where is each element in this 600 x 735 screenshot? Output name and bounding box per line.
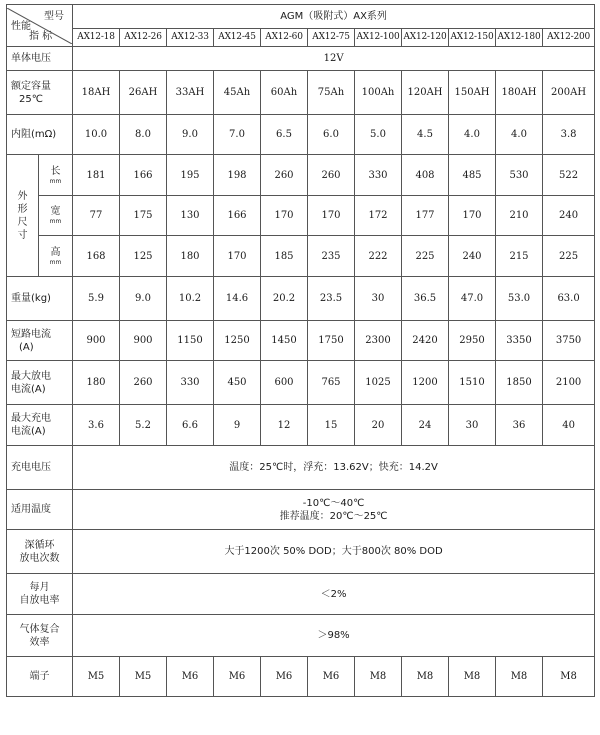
max-discharge-cell: 180 (73, 361, 120, 405)
max-discharge-cell: 2100 (543, 361, 595, 405)
model-cell: AX12-18 (73, 29, 120, 47)
terminal-cell: M8 (355, 657, 402, 697)
max-discharge-cell: 1850 (496, 361, 543, 405)
terminal-cell: M6 (167, 657, 214, 697)
max-discharge-cell: 330 (167, 361, 214, 405)
length-cell: 198 (214, 155, 261, 196)
row-label-temperature: 适用温度 (7, 490, 73, 530)
model-cell: AX12-45 (214, 29, 261, 47)
resistance-cell: 4.0 (496, 115, 543, 155)
terminal-cell: M8 (496, 657, 543, 697)
max-charge-cell: 36 (496, 405, 543, 446)
resistance-cell: 9.0 (167, 115, 214, 155)
row-label-capacity: 额定容量 25℃ (7, 71, 73, 115)
height-cell: 215 (496, 236, 543, 277)
row-max-discharge (7, 361, 595, 405)
max-charge-cell: 15 (308, 405, 355, 446)
resistance-cell: 6.0 (308, 115, 355, 155)
length-cell: 260 (308, 155, 355, 196)
short-circuit-cell: 2420 (402, 321, 449, 361)
row-charge-voltage (7, 446, 595, 490)
resistance-cell: 10.0 (73, 115, 120, 155)
model-cell: AX12-150 (449, 29, 496, 47)
row-label-max-discharge: 最大放电 电流(A) (7, 361, 73, 405)
length-cell: 330 (355, 155, 402, 196)
height-cell: 240 (449, 236, 496, 277)
capacity-cell: 75Ah (308, 71, 355, 115)
model-cell: AX12-75 (308, 29, 355, 47)
resistance-cell: 7.0 (214, 115, 261, 155)
height-cell: 180 (167, 236, 214, 277)
max-charge-cell: 40 (543, 405, 595, 446)
weight-cell: 63.0 (543, 277, 595, 321)
corner-label-model: 型号 (44, 10, 64, 22)
short-circuit-cell: 1450 (261, 321, 308, 361)
height-cell: 170 (214, 236, 261, 277)
height-cell: 225 (543, 236, 595, 277)
row-label-weight: 重量(kg) (7, 277, 73, 321)
row-label-terminal: 端子 (7, 657, 73, 697)
length-cell: 195 (167, 155, 214, 196)
max-charge-cell: 30 (449, 405, 496, 446)
width-cell: 170 (308, 196, 355, 236)
terminal-cell: M8 (449, 657, 496, 697)
row-label-max-charge: 最大充电 电流(A) (7, 405, 73, 446)
weight-cell: 14.6 (214, 277, 261, 321)
row-width (7, 196, 595, 236)
max-discharge-cell: 1510 (449, 361, 496, 405)
row-label-short-circuit: 短路电流 (A) (7, 321, 73, 361)
capacity-cell: 200AH (543, 71, 595, 115)
row-label-recombination: 气体复合 效率 (7, 615, 73, 657)
width-cell: 210 (496, 196, 543, 236)
weight-cell: 36.5 (402, 277, 449, 321)
row-max-charge (7, 405, 595, 446)
capacity-cell: 18AH (73, 71, 120, 115)
length-cell: 530 (496, 155, 543, 196)
row-label-voltage: 单体电压 (7, 47, 73, 71)
model-cell: AX12-26 (120, 29, 167, 47)
row-resistance (7, 115, 595, 155)
row-short-circuit (7, 321, 595, 361)
max-discharge-cell: 1200 (402, 361, 449, 405)
row-recombination (7, 615, 595, 657)
self-discharge-value: ＜2% (73, 574, 595, 615)
weight-cell: 23.5 (308, 277, 355, 321)
short-circuit-cell: 1750 (308, 321, 355, 361)
model-cell: AX12-120 (402, 29, 449, 47)
max-charge-cell: 12 (261, 405, 308, 446)
weight-cell: 5.9 (73, 277, 120, 321)
row-label-dimensions: 外 形 尺 寸 (7, 155, 39, 277)
width-cell: 177 (402, 196, 449, 236)
terminal-cell: M8 (543, 657, 595, 697)
short-circuit-cell: 2300 (355, 321, 402, 361)
capacity-cell: 45Ah (214, 71, 261, 115)
height-cell: 222 (355, 236, 402, 277)
terminal-cell: M6 (261, 657, 308, 697)
weight-cell: 53.0 (496, 277, 543, 321)
height-cell: 235 (308, 236, 355, 277)
row-temperature (7, 490, 595, 530)
max-charge-cell: 9 (214, 405, 261, 446)
weight-cell: 47.0 (449, 277, 496, 321)
length-cell: 260 (261, 155, 308, 196)
short-circuit-cell: 2950 (449, 321, 496, 361)
model-cell: AX12-180 (496, 29, 543, 47)
model-cell: AX12-60 (261, 29, 308, 47)
max-discharge-cell: 450 (214, 361, 261, 405)
width-cell: 166 (214, 196, 261, 236)
length-cell: 181 (73, 155, 120, 196)
weight-cell: 9.0 (120, 277, 167, 321)
row-height (7, 236, 595, 277)
height-cell: 125 (120, 236, 167, 277)
terminal-cell: M5 (73, 657, 120, 697)
row-label-self-discharge: 每月 自放电率 (7, 574, 73, 615)
row-self-discharge (7, 574, 595, 615)
resistance-cell: 3.8 (543, 115, 595, 155)
weight-cell: 20.2 (261, 277, 308, 321)
capacity-cell: 100Ah (355, 71, 402, 115)
corner-label-index: 指 标 (29, 30, 53, 42)
length-cell: 485 (449, 155, 496, 196)
resistance-cell: 4.0 (449, 115, 496, 155)
capacity-cell: 150AH (449, 71, 496, 115)
model-cell: AX12-33 (167, 29, 214, 47)
length-cell: 408 (402, 155, 449, 196)
terminal-cell: M6 (214, 657, 261, 697)
corner-label-performance: 性能 (11, 20, 31, 32)
model-cell: AX12-200 (543, 29, 595, 47)
recombination-value: ＞98% (73, 615, 595, 657)
model-cell: AX12-100 (355, 29, 402, 47)
width-cell: 175 (120, 196, 167, 236)
terminal-cell: M8 (402, 657, 449, 697)
battery-spec-table (6, 4, 595, 697)
max-charge-cell: 6.6 (167, 405, 214, 446)
width-cell: 170 (449, 196, 496, 236)
terminal-cell: M6 (308, 657, 355, 697)
charge-voltage-value: 温度：25℃时，浮充：13.62V；快充：14.2V (73, 446, 595, 490)
row-deep-cycle (7, 530, 595, 574)
height-cell: 225 (402, 236, 449, 277)
capacity-cell: 26AH (120, 71, 167, 115)
voltage-value: 12V (73, 47, 595, 71)
short-circuit-cell: 1150 (167, 321, 214, 361)
max-charge-cell: 5.2 (120, 405, 167, 446)
capacity-cell: 120AH (402, 71, 449, 115)
height-cell: 168 (73, 236, 120, 277)
row-label-deep-cycle: 深循环 放电次数 (7, 530, 73, 574)
header-row-series (7, 5, 595, 29)
short-circuit-cell: 900 (120, 321, 167, 361)
short-circuit-cell: 3750 (543, 321, 595, 361)
resistance-cell: 4.5 (402, 115, 449, 155)
weight-cell: 30 (355, 277, 402, 321)
row-label-height: 高 mm (39, 236, 73, 277)
height-cell: 185 (261, 236, 308, 277)
series-title: AGM（吸附式）AX系列 (73, 5, 595, 29)
header-row-models (7, 29, 595, 47)
width-cell: 77 (73, 196, 120, 236)
spec-table-container (6, 4, 594, 697)
row-weight (7, 277, 595, 321)
row-label-width: 宽 mm (39, 196, 73, 236)
temperature-value: -10℃～40℃ 推荐温度：20℃～25℃ (73, 490, 595, 530)
max-charge-cell: 24 (402, 405, 449, 446)
max-charge-cell: 3.6 (73, 405, 120, 446)
width-cell: 240 (543, 196, 595, 236)
row-length (7, 155, 595, 196)
capacity-cell: 60Ah (261, 71, 308, 115)
row-terminal (7, 657, 595, 697)
capacity-cell: 180AH (496, 71, 543, 115)
max-discharge-cell: 600 (261, 361, 308, 405)
short-circuit-cell: 1250 (214, 321, 261, 361)
width-cell: 130 (167, 196, 214, 236)
weight-cell: 10.2 (167, 277, 214, 321)
width-cell: 172 (355, 196, 402, 236)
resistance-cell: 8.0 (120, 115, 167, 155)
header-corner-cell (7, 5, 73, 47)
row-label-charge-voltage: 充电电压 (7, 446, 73, 490)
row-voltage (7, 47, 595, 71)
length-cell: 166 (120, 155, 167, 196)
max-charge-cell: 20 (355, 405, 402, 446)
row-capacity (7, 71, 595, 115)
max-discharge-cell: 260 (120, 361, 167, 405)
max-discharge-cell: 765 (308, 361, 355, 405)
resistance-cell: 5.0 (355, 115, 402, 155)
deep-cycle-value: 大于1200次 50% DOD；大于800次 80% DOD (73, 530, 595, 574)
resistance-cell: 6.5 (261, 115, 308, 155)
capacity-cell: 33AH (167, 71, 214, 115)
terminal-cell: M5 (120, 657, 167, 697)
max-discharge-cell: 1025 (355, 361, 402, 405)
width-cell: 170 (261, 196, 308, 236)
row-label-length: 长 mm (39, 155, 73, 196)
length-cell: 522 (543, 155, 595, 196)
short-circuit-cell: 900 (73, 321, 120, 361)
short-circuit-cell: 3350 (496, 321, 543, 361)
row-label-resistance: 内阻(mΩ) (7, 115, 73, 155)
